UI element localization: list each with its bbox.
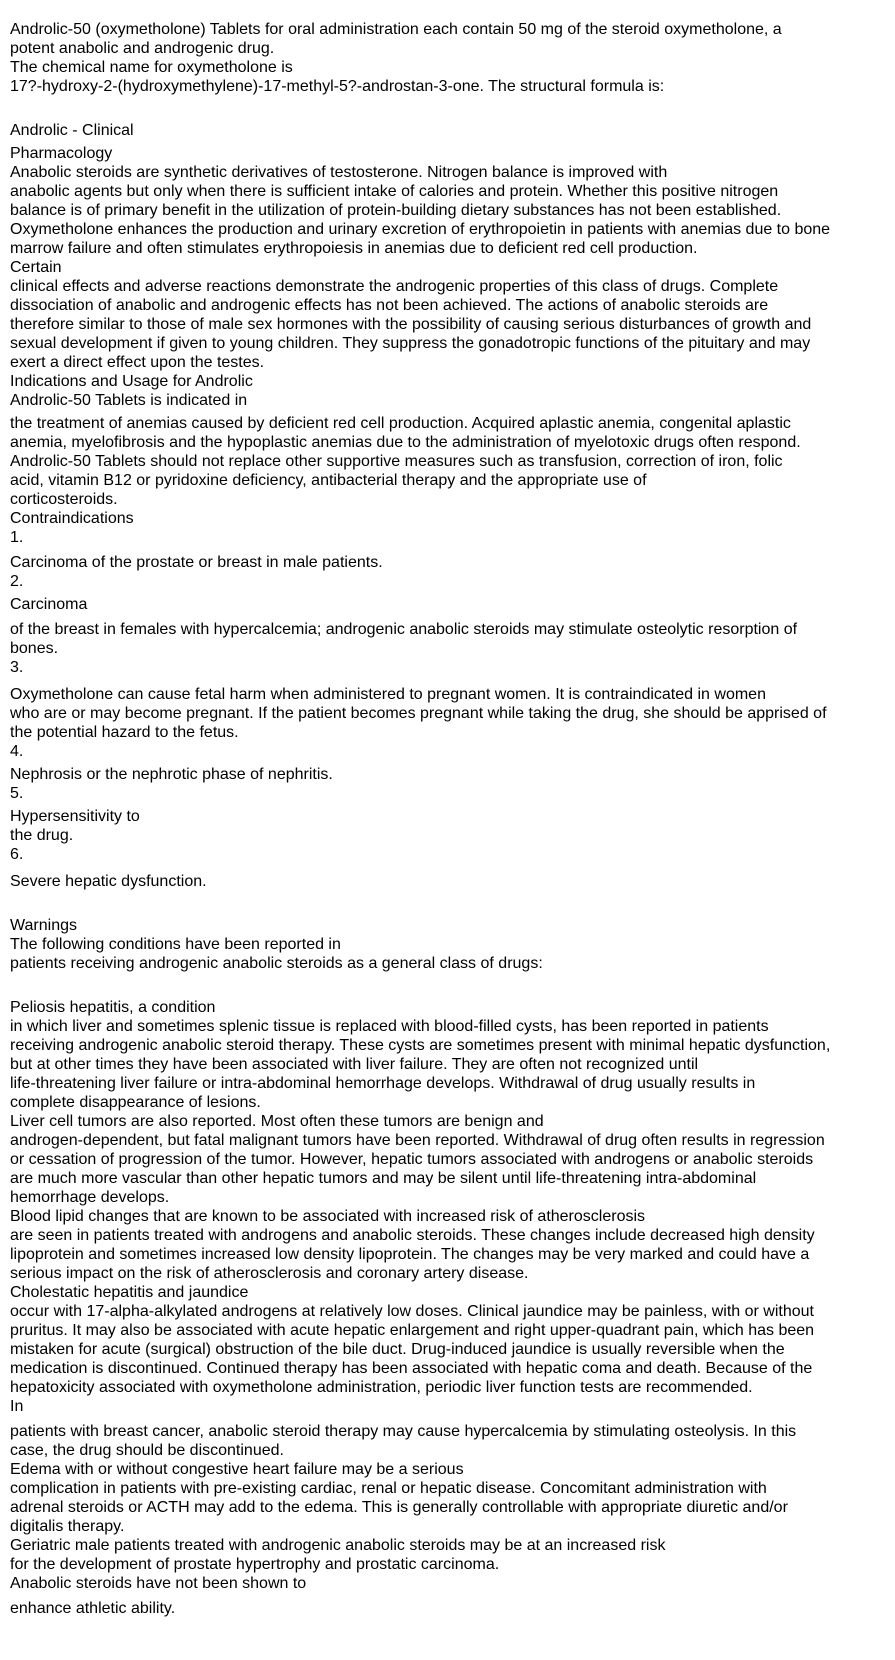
- warnings-intro: The following conditions have been reported in patients receiving androgenic anabolic steroids as a general class of drugs:: [10, 936, 543, 972]
- cholestatic-lead: Cholestatic hepatitis and jaundice: [10, 1284, 249, 1301]
- breast-lead: In: [10, 1398, 24, 1415]
- contraindication-text: Carcinoma of the prostate or breast in male patients.: [10, 554, 383, 571]
- contraindication-text: Nephrosis or the nephrotic phase of nephritis.: [10, 766, 333, 783]
- clinical-heading: Androlic - Clinical: [10, 122, 134, 139]
- contraindications-heading: Contraindications: [10, 510, 134, 527]
- contraindication-number: 5.: [10, 785, 24, 802]
- contraindication-text: Carcinoma: [10, 596, 88, 613]
- athletic-lead: Anabolic steroids have not been shown to: [10, 1575, 307, 1592]
- indications-heading: Indications and Usage for Androlic: [10, 373, 253, 390]
- contraindication-text: of the breast in females with hypercalcemia; androgenic anabolic steroids may stimulate osteolytic resorption of bones.: [10, 621, 798, 657]
- pharmacology-heading: Pharmacology: [10, 145, 113, 162]
- athletic-paragraph: enhance athletic ability.: [10, 1600, 176, 1617]
- cholestatic-paragraph: occur with 17-alpha-alkylated androgens at relatively low doses. Clinical jaundice may be painless, with or without pruritus. It may also be associated with acute hepatic enlargement and right upper-quadrant pain, which has been mistaken for acute (surgical) obstruction of the bile duct. Drug-induced jaundice is usually reversible when the medication is discontinued. Continued therapy has been associated with hepatic coma and death. Because of the hepatoxicity associated with oxymetholone administration, periodic liver function tests are recommended.: [10, 1303, 815, 1396]
- contraindication-number: 1.: [10, 529, 24, 546]
- indications-paragraph: the treatment of anemias caused by deficient red cell production. Acquired aplastic anemia, congenital aplastic anemia, myelofibrosis and the hypoplastic anemias due to the administration of myelotoxic drugs often respond. Androlic-50 Tablets should not replace other supportive measures such as transfusion, correction of iron, folic acid, vitamin B12 or pyridoxine deficiency, antibacterial therapy and the appropriate use of corticosteroids.: [10, 415, 801, 508]
- pharmacology-lead: Certain: [10, 259, 62, 276]
- lipid-lead: Blood lipid changes that are known to be associated with increased risk of atherosclerosis: [10, 1208, 646, 1225]
- lipid-paragraph: are seen in patients treated with androgens and anabolic steroids. These changes include decreased high density lipoprotein and sometimes increased low density lipoprotein. The changes may be very marked and could have a serious impact on the risk of atherosclerosis and coronary artery disease.: [10, 1227, 815, 1282]
- chemical-name-paragraph: The chemical name for oxymetholone is 17?-hydroxy-2-(hydroxymethylene)-17-methyl-5?-androstan-3-one. The structural formula is:: [10, 59, 665, 95]
- contraindication-number: 4.: [10, 743, 24, 760]
- contraindication-number: 6.: [10, 846, 24, 863]
- peliosis-lead: Peliosis hepatitis, a condition: [10, 999, 216, 1016]
- contraindication-text: Oxymetholone can cause fetal harm when administered to pregnant women. It is contraindicated in women who are or may become pregnant. If the patient becomes pregnant while taking the drug, she should be apprised of the potential hazard to the fetus.: [10, 686, 827, 741]
- tumors-paragraph: androgen-dependent, but fatal malignant tumors have been reported. Withdrawal of drug often results in regression or cessation of progression of the tumor. However, hepatic tumors associated with androgens or anabolic steroids are much more vascular than other hepatic tumors and may be silent until life-threatening intra-abdominal hemorrhage develops.: [10, 1132, 825, 1206]
- peliosis-paragraph: in which liver and sometimes splenic tissue is replaced with blood-filled cysts, has been reported in patients receiving androgenic anabolic steroid therapy. These cysts are sometimes present with minimal hepatic dysfunction, but at other times they have been associated with liver failure. They are often not recognized until life-threatening liver failure or intra-abdominal hemorrhage develops. Withdrawal of drug usually results in complete disappearance of lesions.: [10, 1018, 831, 1111]
- edema-paragraph: complication in patients with pre-existing cardiac, renal or hepatic disease. Concomitant administration with adrenal steroids or ACTH may add to the edema. This is generally controllable with appropriate diuretic and/or digitalis therapy.: [10, 1480, 788, 1535]
- contraindication-number: 3.: [10, 659, 24, 676]
- edema-lead: Edema with or without congestive heart failure may be a serious: [10, 1461, 464, 1478]
- warnings-heading: Warnings: [10, 917, 77, 934]
- intro-paragraph: Androlic-50 (oxymetholone) Tablets for oral administration each contain 50 mg of the steroid oxymetholone, a potent anabolic and androgenic drug.: [10, 21, 782, 57]
- contraindication-text: Hypersensitivity to the drug.: [10, 808, 140, 844]
- breast-paragraph: patients with breast cancer, anabolic steroid therapy may cause hypercalcemia by stimulating osteolysis. In this case, the drug should be discontinued.: [10, 1423, 797, 1459]
- tumors-lead: Liver cell tumors are also reported. Most often these tumors are benign and: [10, 1113, 544, 1130]
- pharmacology-paragraph: Anabolic steroids are synthetic derivatives of testosterone. Nitrogen balance is improved with anabolic agents but only when there is sufficient intake of calories and protein. Whether this positive nitrogen balance is of primary benefit in the utilization of protein-building dietary substances has not been established. Oxymetholone enhances the production and urinary excretion of erythropoietin in patients with anemias due to bone marrow failure and often stimulates erythropoiesis in anemias due to deficient red cell production.: [10, 164, 831, 257]
- geriatric-paragraph: Geriatric male patients treated with androgenic anabolic steroids may be at an increased risk for the development of prostate hypertrophy and prostatic carcinoma.: [10, 1537, 666, 1573]
- indications-lead: Androlic-50 Tablets is indicated in: [10, 392, 248, 409]
- contraindication-text: Severe hepatic dysfunction.: [10, 873, 207, 890]
- contraindication-number: 2.: [10, 573, 24, 590]
- androgenic-paragraph: clinical effects and adverse reactions demonstrate the androgenic properties of this class of drugs. Complete dissociation of anabolic and androgenic effects has not been achieved. The actions of anabolic steroids are therefore similar to those of male sex hormones with the possibility of causing serious disturbances of growth and sexual development if given to young children. They suppress the gonadotropic functions of the pituitary and may exert a direct effect upon the testes.: [10, 278, 812, 371]
